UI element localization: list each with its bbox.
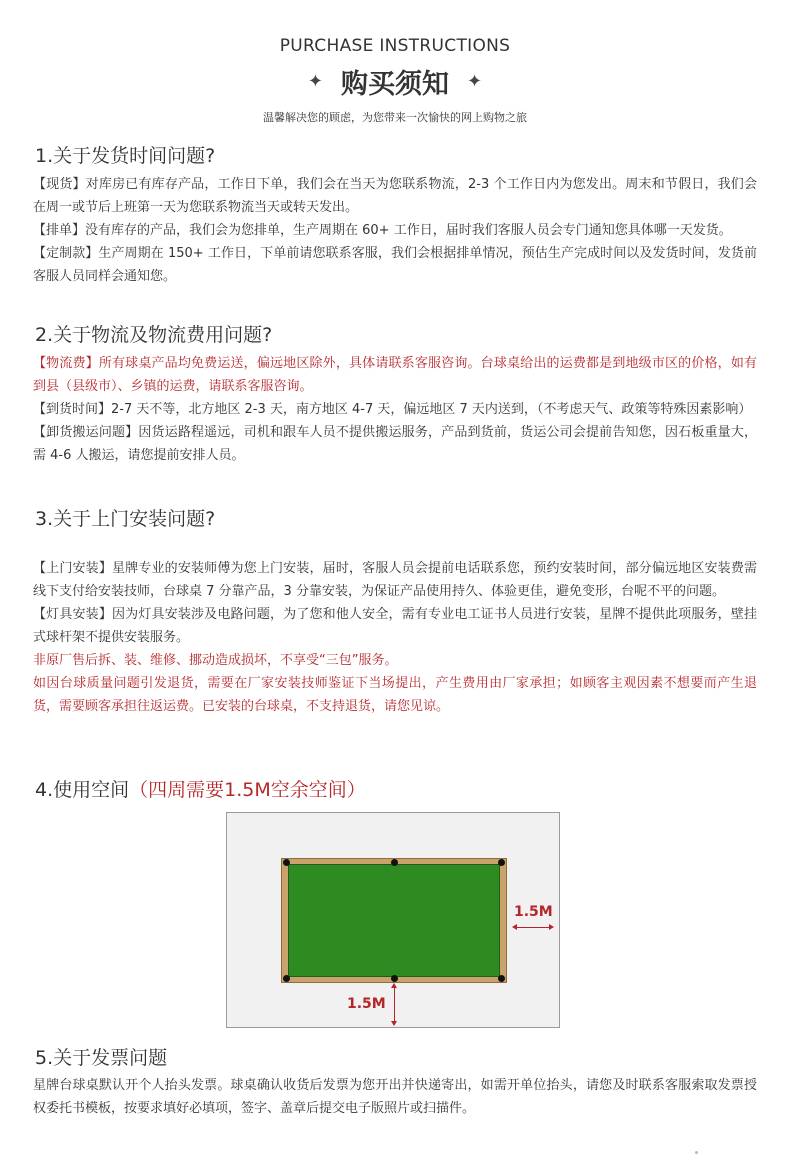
section-title-installation: 3.关于上门安装问题?: [35, 508, 216, 530]
page-title: 购买须知: [341, 69, 449, 100]
pocket-top-middle: [391, 859, 398, 866]
paragraph-invoice: 星牌台球桌默认开个人抬头发票。球桌确认收货后发票为您开出并快递寄出，如需开单位抬头，请您及时联系客服索取发票授权委托书模板，按要求填好必填项，签字、盖章后提交电子版照片或扫描件。: [33, 1078, 757, 1116]
paragraph-arrival-time: 【到货时间】2-7 天不等，北方地区 2-3 天，南方地区 4-7 天，偏远地区 7 天内送到，（不考虑天气、政策等特殊因素影响）: [33, 402, 752, 417]
arrowhead-down-icon: [391, 1021, 397, 1026]
paragraph-unloading: 【卸货搬运问题】因货运路程遥远，司机和跟车人员不提供搬运服务，产品到货前，货运公司会提前告知您，因石板重量大，需 4-6 人搬运，请您提前安排人员。: [33, 425, 757, 463]
pocket-top-left: [283, 859, 290, 866]
section-title-space-note: （四周需要1.5M空余空间）: [129, 779, 366, 801]
measure-label-bottom: 1.5M: [347, 996, 386, 1012]
measure-arrow-bottom: [394, 985, 395, 1025]
pocket-bottom-left: [283, 975, 290, 982]
section-body-invoice: [33, 1074, 757, 1120]
measure-label-right: 1.5M: [514, 904, 553, 920]
section-title-logistics: 2.关于物流及物流费用问题?: [35, 324, 273, 346]
section-body-logistics: [33, 352, 757, 467]
arrowhead-up-icon: [391, 983, 397, 988]
paragraph-scheduled: 【排单】没有库存的产品，我们会为您排单，生产周期在 60+ 工作日，届时我们客服人员会专门通知您具体哪一天发货。: [33, 223, 732, 238]
pocket-bottom-middle: [391, 975, 398, 982]
title-english: PURCHASE INSTRUCTIONS: [279, 36, 511, 56]
pool-table-felt: [288, 864, 500, 977]
paragraph-non-factory-repair: 非原厂售后拆、装、维修、挪动造成损坏，不享受“三包”服务。: [33, 653, 398, 668]
page-subtitle: 温馨解决您的顾虑，为您带来一次愉快的网上购物之旅: [263, 111, 527, 124]
space-diagram: [226, 812, 560, 1028]
section-body-shipping-time: [33, 173, 757, 288]
title-chinese-row: [0, 62, 790, 101]
section-title-space: [35, 775, 366, 802]
sparkle-right-icon: ✦: [467, 71, 483, 92]
measure-arrow-right: [514, 927, 552, 928]
paragraph-lamp-install: 【灯具安装】因为灯具安装涉及电路问题，为了您和他人安全，需有专业电工证书人员进行安装，星牌不提供此项服务，壁挂式球杆架不提供安装服务。: [33, 607, 757, 645]
arrowhead-right-icon: [549, 924, 554, 930]
paragraph-shipping-fee: 【物流费】所有球桌产品均免费运送，偏远地区除外，具体请联系客服咨询。台球桌给出的运费都是到地级市区的价格，如有到县（县级市）、乡镇的运费，请联系客服咨询。: [33, 356, 757, 394]
pool-table-rail: [281, 858, 507, 983]
decorative-dot: [695, 1151, 698, 1154]
section-title-invoice: 5.关于发票问题: [35, 1047, 168, 1069]
sparkle-left-icon: ✦: [307, 71, 323, 92]
pocket-bottom-right: [498, 975, 505, 982]
arrowhead-left-icon: [512, 924, 517, 930]
pocket-top-right: [498, 859, 505, 866]
paragraph-in-stock: 【现货】对库房已有库存产品，工作日下单，我们会在当天为您联系物流，2-3 个工作日内为您发出。周末和节假日，我们会在周一或节后上班第一天为您联系物流当天或转天发出。: [33, 177, 757, 215]
section-body-installation: [33, 557, 757, 718]
paragraph-returns: 如因台球质量问题引发退货，需要在厂家安装技师鉴证下当场提出，产生费用由厂家承担；如顾客主观因素不想要而产生退货，需要顾客承担往返运费。已安装的台球桌，不支持退货，请您见谅。: [33, 676, 757, 714]
section-title-space-main: 4.使用空间: [35, 779, 130, 801]
paragraph-custom: 【定制款】生产周期在 150+ 工作日，下单前请您联系客服，我们会根据排单情况，预估生产完成时间以及发货时间，发货前客服人员同样会通知您。: [33, 246, 757, 284]
section-title-shipping-time: 1.关于发货时间问题?: [35, 145, 216, 167]
paragraph-onsite-install: 【上门安装】星牌专业的安装师傅为您上门安装，届时，客服人员会提前电话联系您，预约安装时间，部分偏远地区安装费需线下支付给安装技师，台球桌 7 分靠产品，3 分靠安装，为保证产品使用持久、体验更佳，避免变形，台呢不平的问题。: [33, 561, 757, 599]
